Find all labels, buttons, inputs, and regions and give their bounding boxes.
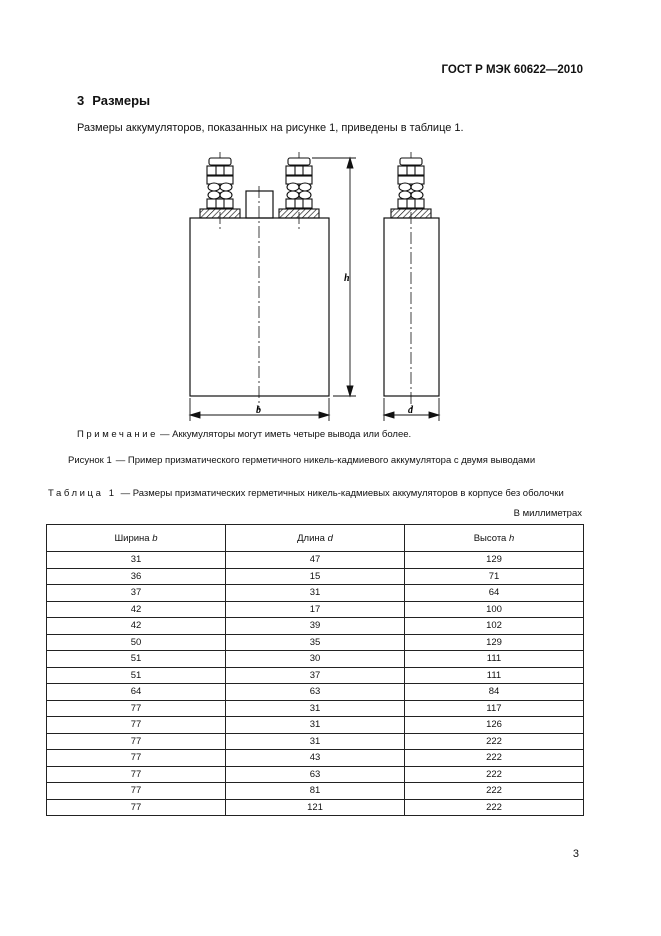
dimension-label-h: h bbox=[344, 273, 350, 284]
caption-label: Рисунок 1 bbox=[68, 455, 112, 466]
section-title: Размеры bbox=[92, 93, 151, 108]
section-heading bbox=[77, 93, 150, 108]
table-cell: 39 bbox=[226, 618, 405, 635]
table-cell: 77 bbox=[47, 766, 226, 783]
table-cell: 51 bbox=[47, 667, 226, 684]
table-row bbox=[47, 799, 584, 816]
table-row bbox=[47, 585, 584, 602]
note-text: — Аккумуляторы могут иметь четыре вывода или более. bbox=[160, 429, 412, 440]
table-cell: 31 bbox=[226, 700, 405, 717]
table-cell: 77 bbox=[47, 717, 226, 734]
table-cell: 17 bbox=[226, 601, 405, 618]
vent-plug bbox=[246, 191, 273, 218]
table-row bbox=[47, 667, 584, 684]
table-row bbox=[47, 733, 584, 750]
column-header-height: Высота h bbox=[405, 525, 584, 552]
table-row bbox=[47, 717, 584, 734]
table-row bbox=[47, 684, 584, 701]
table-cell: 31 bbox=[226, 717, 405, 734]
table-cell: 15 bbox=[226, 568, 405, 585]
table-cell: 42 bbox=[47, 601, 226, 618]
column-header-width: Ширина b bbox=[47, 525, 226, 552]
terminal-right bbox=[279, 158, 319, 218]
battery-drawing bbox=[0, 140, 661, 430]
intro-paragraph: Размеры аккумуляторов, показанных на рисунке 1, приведены в таблице 1. bbox=[77, 122, 464, 134]
terminal-left bbox=[200, 158, 240, 218]
table-cell: 50 bbox=[47, 634, 226, 651]
table-cell: 77 bbox=[47, 799, 226, 816]
table-cell: 37 bbox=[226, 667, 405, 684]
table-cell: 35 bbox=[226, 634, 405, 651]
table-cell: 222 bbox=[405, 733, 584, 750]
page-number: 3 bbox=[572, 848, 579, 860]
dimensions-table bbox=[46, 524, 584, 816]
table-cell: 117 bbox=[405, 700, 584, 717]
table-cell: 77 bbox=[47, 700, 226, 717]
column-header-length: Длина d bbox=[226, 525, 405, 552]
dimension-label-b: b bbox=[256, 405, 261, 416]
table-cell: 42 bbox=[47, 618, 226, 635]
document-header: ГОСТ Р МЭК 60622—2010 bbox=[441, 64, 583, 76]
table-row bbox=[47, 634, 584, 651]
table-cell: 63 bbox=[226, 766, 405, 783]
table-title-text: — Размеры призматических герметичных никель-кадмиевых аккумуляторов в корпусе без оболочки bbox=[120, 488, 564, 499]
table-cell: 222 bbox=[405, 783, 584, 800]
table-cell: 102 bbox=[405, 618, 584, 635]
table-row bbox=[47, 651, 584, 668]
table-cell: 64 bbox=[47, 684, 226, 701]
table-cell: 77 bbox=[47, 783, 226, 800]
table-cell: 81 bbox=[226, 783, 405, 800]
caption-text: — Пример призматического герметичного никель-кадмиевого аккумулятора с двумя выводами bbox=[115, 455, 536, 466]
table-cell: 129 bbox=[405, 634, 584, 651]
table-row bbox=[47, 766, 584, 783]
table-cell: 222 bbox=[405, 766, 584, 783]
table-cell: 77 bbox=[47, 733, 226, 750]
figure-caption bbox=[68, 455, 535, 466]
table-cell: 111 bbox=[405, 667, 584, 684]
table-cell: 222 bbox=[405, 750, 584, 767]
table-cell: 126 bbox=[405, 717, 584, 734]
section-number: 3 bbox=[77, 93, 85, 108]
table-cell: 71 bbox=[405, 568, 584, 585]
table-header-row bbox=[47, 525, 584, 552]
table-cell: 84 bbox=[405, 684, 584, 701]
table-title bbox=[48, 488, 564, 499]
table-row bbox=[47, 618, 584, 635]
table-title-label: Таблица 1 bbox=[48, 488, 117, 499]
table-cell: 47 bbox=[226, 552, 405, 569]
battery-body-front bbox=[190, 218, 329, 396]
table-cell: 100 bbox=[405, 601, 584, 618]
table-cell: 77 bbox=[47, 750, 226, 767]
table-row bbox=[47, 783, 584, 800]
table-cell: 37 bbox=[47, 585, 226, 602]
table-cell: 30 bbox=[226, 651, 405, 668]
table-row bbox=[47, 601, 584, 618]
note-label: Примечание bbox=[77, 429, 158, 440]
table-cell: 31 bbox=[47, 552, 226, 569]
table-cell: 31 bbox=[226, 733, 405, 750]
table-cell: 31 bbox=[226, 585, 405, 602]
table-cell: 111 bbox=[405, 651, 584, 668]
table-cell: 36 bbox=[47, 568, 226, 585]
table-cell: 64 bbox=[405, 585, 584, 602]
table-cell: 43 bbox=[226, 750, 405, 767]
table-row bbox=[47, 700, 584, 717]
table-cell: 121 bbox=[226, 799, 405, 816]
table-cell: 129 bbox=[405, 552, 584, 569]
table-cell: 63 bbox=[226, 684, 405, 701]
table-cell: 222 bbox=[405, 799, 584, 816]
table-row bbox=[47, 552, 584, 569]
table-cell: 51 bbox=[47, 651, 226, 668]
dimension-label-d: d bbox=[408, 405, 413, 416]
figure-note bbox=[77, 429, 411, 440]
table-units: В миллиметрах bbox=[513, 508, 582, 519]
terminal-side bbox=[391, 158, 431, 218]
table-row bbox=[47, 568, 584, 585]
table-row bbox=[47, 750, 584, 767]
battery-body-side bbox=[384, 218, 439, 396]
